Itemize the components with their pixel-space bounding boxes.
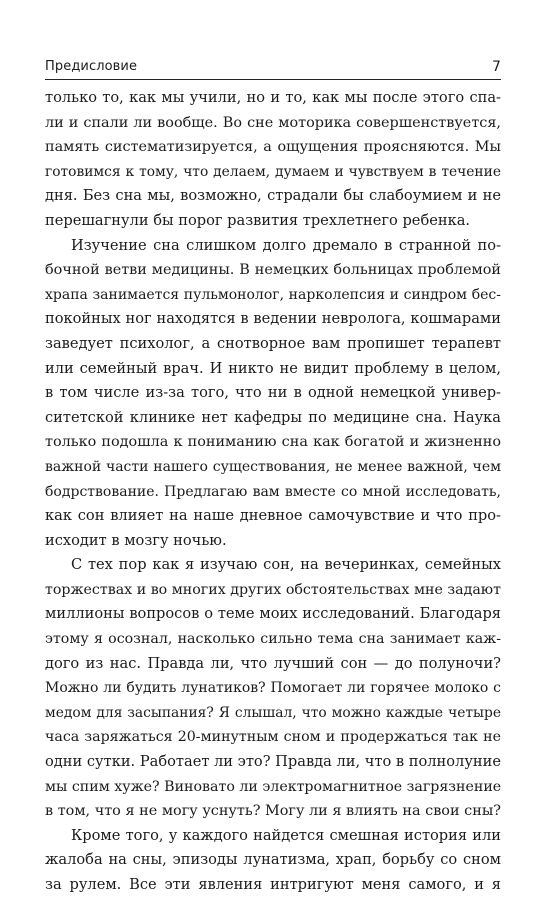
text-line: покойных ног находятся в ведении невролога, кошмарами [45,310,501,328]
text-line: этому я осознал, насколько сильно тема сна занимает каж- [45,631,501,648]
paragraph-4 [45,824,501,898]
text-line: бочной ветви медицины. В немецких больницах проблемой [45,262,501,279]
page-number: 7 [491,59,501,75]
text-line: ли и спали ли вообще. Во сне моторика совершенствуется, [45,114,501,131]
text-line: одни сутки. Работает ли это? Правда ли, что в полнолуние [45,753,502,771]
text-line: храпа занимается пульмонолог, нарколепсия и синдром бес- [45,286,501,303]
paragraph-2 [45,234,501,554]
text-line: часа заряжаться 20-минутным сном и продержаться так не [45,729,501,746]
text-line: торжествах и во многих других обстоятельствах мне задают [45,581,501,598]
text-line: жалоба на сны, эпизоды лунатизма, храп, борьбу со сном [45,851,501,869]
text-line: в том, что я не могу уснуть? Могу ли я влиять на свои сны? [45,803,501,820]
book-page [45,58,501,898]
text-line: память систематизируется, а ощущения проясняются. Мы [45,139,501,156]
text-line: как сон влияет на наше дневное самочувствие и что про- [45,507,501,525]
paragraph-1 [45,86,501,234]
text-line: готовимся к тому, что делаем, думаем и чувствуем в течение [45,163,501,180]
text-line: дого из нас. Правда ли, что лучший сон — до полуночи? [45,654,501,672]
text-line: только то, как мы учили, но и то, как мы после этого спа- [45,89,501,106]
text-line: Изучение сна слишком долго дремало в странной по- [71,236,501,254]
text-line: медом для засыпания? Я слышал, что можно каждые четыре [45,704,501,721]
text-line: Кроме того, у каждого найдется смешная история или [71,826,501,844]
text-line: С тех пор как я изучаю сон, на вечеринках, семейных [71,556,501,574]
text-line: миллионы вопросов о теме моих исследований. Благодаря [45,605,501,623]
text-line: Можно ли будить лунатиков? Помогает ли горячее молоко с [45,680,501,697]
text-line: бодрствование. Предлагаю вам вместе со мной исследовать, [45,483,501,500]
text-line: за рулем. Все эти явления интригуют меня самого, и я [45,876,501,893]
paragraph-3 [45,553,501,824]
section-title: Предисловие [45,59,138,74]
text-line: перешагнули бы порог развития трехлетнего ребенка. [45,211,471,229]
body-text [45,86,501,898]
text-line: дня. Без сна мы, возможно, страдали бы слабоумием и не [45,187,501,205]
text-line: исходит в мозгу ночью. [45,531,227,549]
text-line: только подошла к пониманию сна как богатой и жизненно [45,434,501,451]
running-header [45,58,501,80]
text-line: или семейный врач. И никто не видит проблему в целом, [45,359,501,377]
text-line: заведует психолог, а снотворное вам пропишет терапевт [45,334,501,352]
text-line: в том числе из-за того, что ни в одной немецкой универ- [45,384,501,402]
text-line: мы спим хуже? Виновато ли электромагнитное загрязнение [45,778,502,795]
text-line: важной части нашего существования, не менее важной, чем [45,458,501,475]
text-line: ситетской клинике нет кафедры по медицине сна. Наука [45,408,501,426]
